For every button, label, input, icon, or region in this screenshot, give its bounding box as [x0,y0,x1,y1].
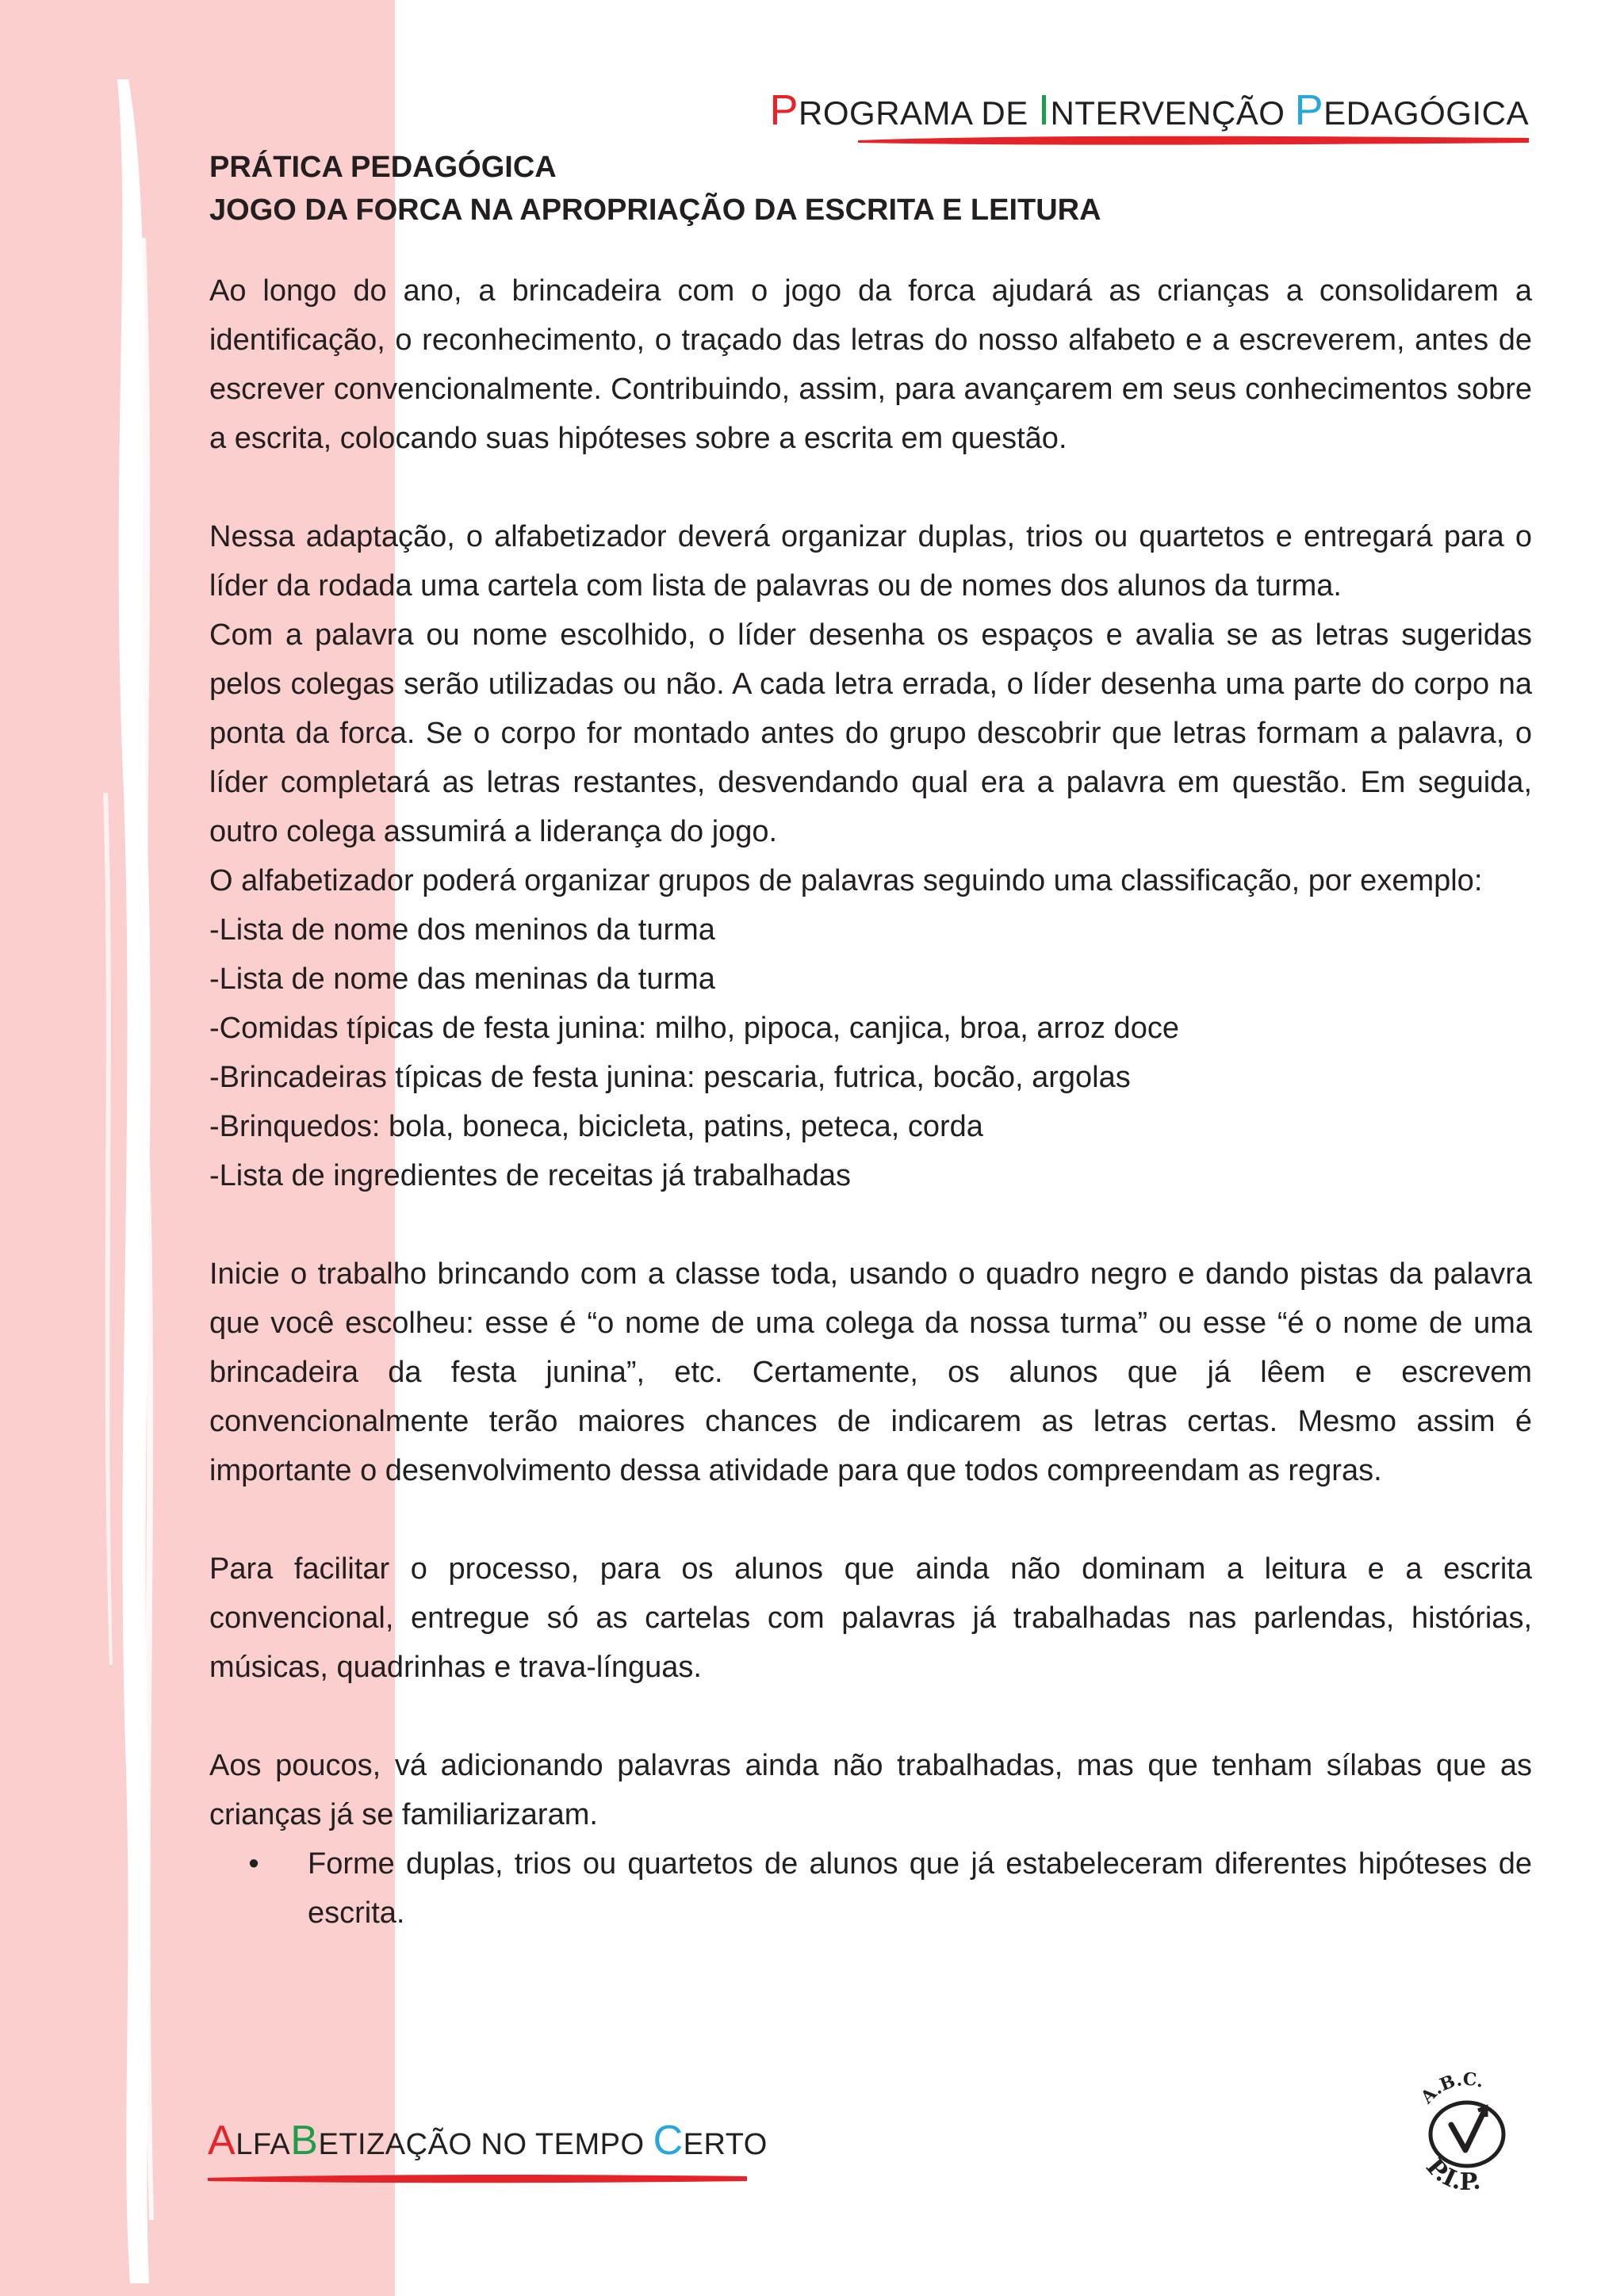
paragraph-classification: O alfabetizador poderá organizar grupos de palavras seguindo uma classificação, por exemplo: [209,864,1483,897]
paragraph-gradual: Aos poucos, vá adicionando palavras ainda não trabalhadas, mas que tenham sílabas que as crianças já se familiarizaram. [209,1749,1532,1831]
bullet-text: Forme duplas, trios ou quartetos de alunos que já estabeleceram diferentes hipóteses de escrita. [308,1847,1532,1930]
paragraph-start-work: Inicie o trabalho brincando com a classe toda, usando o quadro negro e dando pistas da palavra que você escolheu: esse é “o nome de uma colega da nossa turma” ou esse “é o nome de uma brincadeira da festa junina”, etc. Certamente, os alunos que já lêem e escrevem convencionalmente terão maiores chances de indicarem as letras certas. Mesmo assim é importante o desenvolvimento dessa atividade para que todos compreendam as regras. [209,1257,1532,1487]
list-item: -Brincadeiras típicas de festa junina: pescaria, futrica, bocão, argolas [209,1061,1131,1094]
paragraph-adaptation: Nessa adaptação, o alfabetizador deverá organizar duplas, trios ou quartetos e entregará para o líder da rodada uma cartela com lista de palavras ou de nomes dos alunos da turma. [209,520,1532,603]
body-content [209,266,1532,1938]
paragraph-intro: Ao longo do ano, a brincadeira com o jogo da forca ajudará as crianças a consolidarem a identificação, o reconhecimento, o traçado das letras do nosso alfabeto e a escreverem, antes de escrever convencionalmente. Contribuindo, assim, para avançarem em seus conhecimentos sobre a escrita, colocando suas hipóteses sobre a escrita em questão. [209,274,1532,455]
pip-logo [1396,2061,1538,2204]
logo-bottom-text: P.I.P. [1420,2153,1483,2197]
list-item: -Lista de nome das meninas da turma [209,962,715,996]
logo-top-text: A.B.C. [1416,2068,1487,2108]
list-item: -Lista de ingredientes de receitas já trabalhadas [209,1159,852,1192]
brush-stroke-decoration [94,79,189,2283]
footer-program-name: ALFABETIZAÇÃO NO TEMPO CERTO [208,2118,768,2164]
list-item: -Lista de nome dos meninos da turma [209,913,715,947]
program-title: PROGRAMA DE INTERVENÇÃO PEDAGÓGICA [769,86,1529,134]
bullet-item [209,1839,1532,1938]
paragraph-game-rules: Com a palavra ou nome escolhido, o líder desenha os espaços e avalia se as letras sugeridas pelos colegas serão utilizadas ou não. A cada letra errada, o líder desenha uma parte do corpo na ponta da forca. Se o corpo for montado antes do grupo descobrir que letras formam a palavra, o líder completará as letras restantes, desvendando qual era a palavra em questão. Em seguida, outro colega assumirá a liderança do jogo. [209,618,1532,848]
footer-underline [208,2172,747,2185]
title-line-2: JOGO DA FORCA NA APROPRIAÇÃO DA ESCRITA E LEITURA [209,193,1101,227]
page-title [209,146,1557,232]
page-header [769,86,1529,149]
title-line-1: PRÁTICA PEDAGÓGICA [209,151,557,184]
list-item: -Brinquedos: bola, boneca, bicicleta, patins, peteca, corda [209,1110,983,1143]
list-item: -Comidas típicas de festa junina: milho, pipoca, canjica, broa, arroz doce [209,1012,1179,1045]
paragraph-facilitate: Para facilitar o processo, para os alunos que ainda não dominam a leitura e a escrita convencional, entregue só as cartelas com palavras já trabalhadas nas parlendas, histórias, músicas, quadrinhas e trava-línguas. [209,1552,1532,1684]
bullet-icon: • [248,1847,259,1881]
page-footer [208,2117,768,2188]
